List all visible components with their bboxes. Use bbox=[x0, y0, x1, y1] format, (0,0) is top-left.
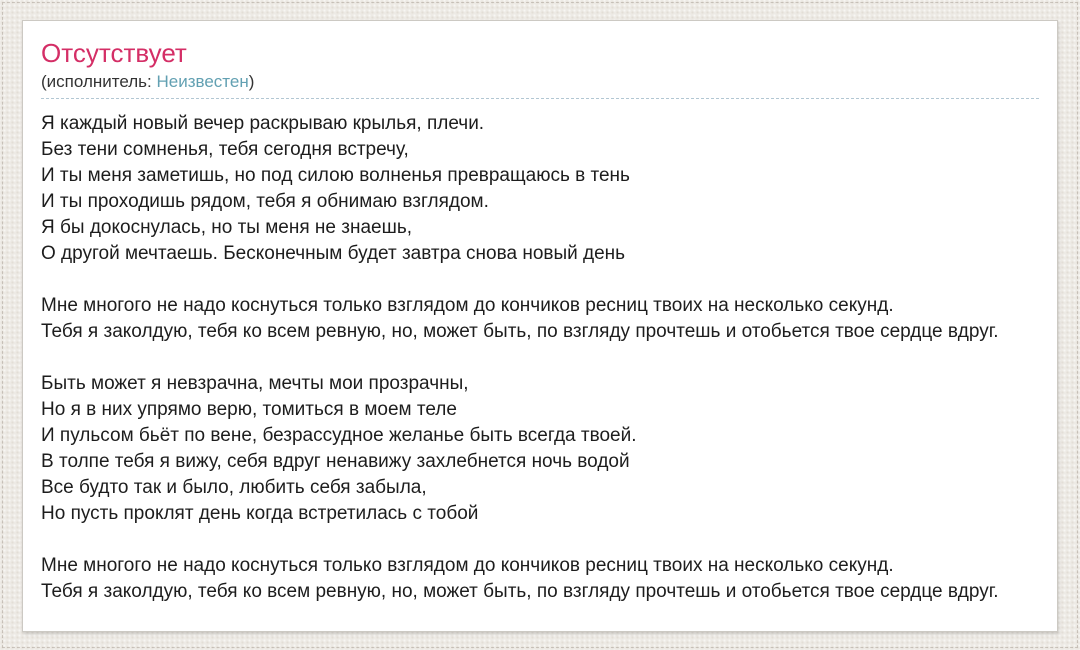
lyric-paragraph bbox=[41, 553, 1039, 605]
lyric-line: Тебя я заколдую, тебя ко всем ревную, но, может быть, по взгляду прочтешь и отобьется твое сердце вдруг. bbox=[41, 581, 999, 603]
lyric-line: Быть может я невзрачна, мечты мои прозрачны, bbox=[41, 373, 469, 395]
artist-label: (исполнитель: bbox=[41, 71, 157, 91]
lyric-line: Мне многого не надо коснуться только взглядом до кончиков ресниц твоих на несколько секунд. bbox=[41, 555, 894, 577]
lyric-paragraph bbox=[41, 293, 1039, 345]
artist-link[interactable]: Неизвестен bbox=[156, 71, 249, 91]
lyric-line: И ты меня заметишь, но под силою волненья превращаюсь в тень bbox=[41, 165, 630, 187]
artist-line bbox=[41, 72, 1039, 92]
lyric-line: В толпе тебя я вижу, себя вдруг ненавижу захлебнется ночь водой bbox=[41, 451, 630, 473]
artist-suffix: ) bbox=[248, 71, 255, 91]
lyric-line: Все будто так и было, любить себя забыла, bbox=[41, 477, 427, 499]
song-header bbox=[41, 39, 1039, 99]
content-card bbox=[22, 20, 1058, 632]
lyric-line: Я каждый новый вечер раскрываю крылья, плечи. bbox=[41, 113, 485, 135]
lyric-line: Без тени сомненья, тебя сегодня встречу, bbox=[41, 139, 409, 161]
lyric-line: Мне многого не надо коснуться только взглядом до кончиков ресниц твоих на несколько секунд. bbox=[41, 295, 894, 317]
lyric-line: И ты проходишь рядом, тебя я обнимаю взглядом. bbox=[41, 191, 489, 213]
lyric-paragraph bbox=[41, 111, 1039, 267]
page-title: Отсутствует bbox=[41, 38, 187, 68]
lyric-line: Но я в них упрямо верю, томиться в моем теле bbox=[41, 399, 457, 421]
lyrics bbox=[41, 111, 1039, 605]
lyric-line: Но пусть проклят день когда встретилась с тобой bbox=[41, 503, 479, 525]
lyric-line: Тебя я заколдую, тебя ко всем ревную, но, может быть, по взгляду прочтешь и отобьется твое сердце вдруг. bbox=[41, 321, 999, 343]
lyric-line: Я бы докоснулась, но ты меня не знаешь, bbox=[41, 217, 413, 239]
lyric-line: И пульсом бьёт по вене, безрассудное желанье быть всегда твоей. bbox=[41, 425, 637, 447]
lyric-paragraph bbox=[41, 371, 1039, 527]
lyric-line: О другой мечтаешь. Бесконечным будет завтра снова новый день bbox=[41, 243, 626, 265]
